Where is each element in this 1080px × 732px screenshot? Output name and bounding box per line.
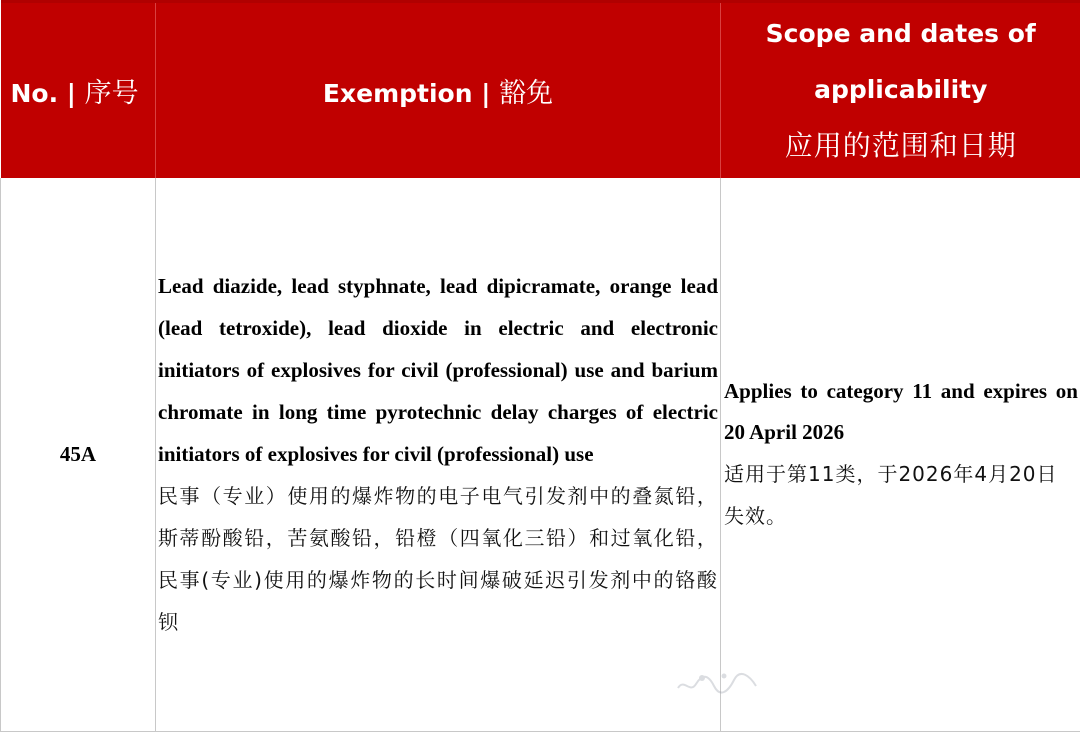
scope-text-en: Applies to category 11 and expires on 20 April 2026: [724, 371, 1078, 453]
header-exemption-en: Exemption |: [323, 79, 499, 108]
header-no: [1, 2, 156, 178]
cell-exemption: [156, 178, 721, 732]
watermark-icon: [672, 664, 762, 698]
header-exemption: [156, 2, 721, 178]
header-scope: [721, 2, 1080, 178]
exemption-text-en: Lead diazide, lead styphnate, lead dipicramate, orange lead (lead tetroxide), lead dioxide in electric and electronic initiators of explosives for civil (professional) use and barium chromate in long time pyrotechnic delay charges of electric initiators of explosives for civil (professional) use: [158, 265, 718, 475]
header-scope-en-line2: applicability: [721, 62, 1080, 118]
exemption-text-cn: 民事（专业）使用的爆炸物的电子电气引发剂中的叠氮铅，斯蒂酚酸铅，苦氨酸铅，铅橙（四氧化三铅）和过氧化铅，民事(专业)使用的爆炸物的长时间爆破延迟引发剂中的铬酸钡: [158, 475, 718, 643]
cell-scope: [721, 178, 1080, 732]
header-exemption-cn: 豁免: [499, 78, 553, 109]
header-no-cn: 序号: [85, 78, 139, 109]
header-scope-en-line1: Scope and dates of: [721, 6, 1080, 62]
table-header-row: [1, 2, 1080, 178]
header-no-en: No. |: [11, 79, 85, 108]
table-row: [1, 178, 1080, 732]
scope-text-cn: 适用于第11类，于2026年4月20日失效。: [724, 453, 1078, 537]
header-scope-cn: 应用的范围和日期: [721, 118, 1080, 174]
cell-no: 45A: [1, 178, 156, 732]
